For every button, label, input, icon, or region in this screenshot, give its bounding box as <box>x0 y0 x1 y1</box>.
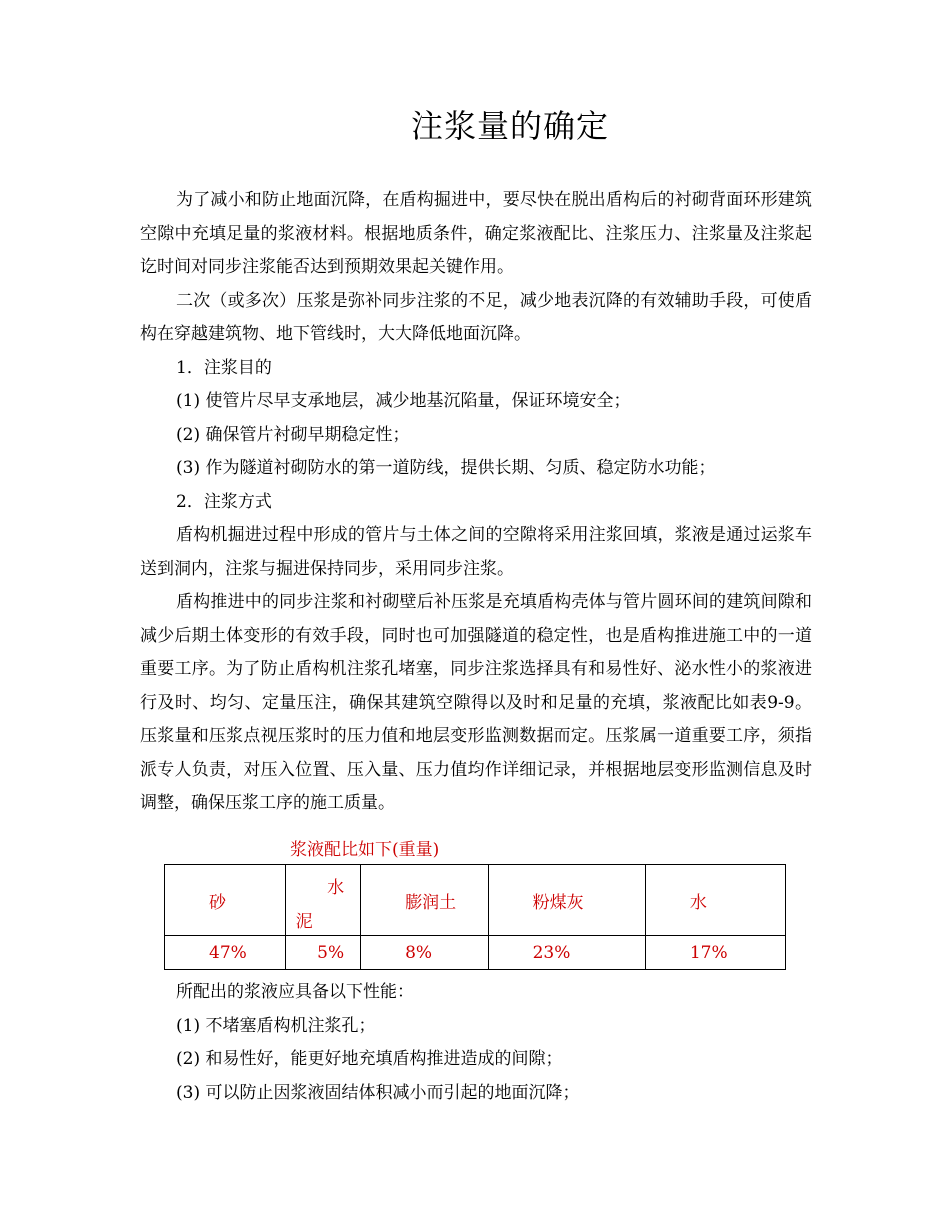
mix-ratio-table <box>164 864 786 970</box>
table-caption: 浆液配比如下(重量) <box>290 840 440 860</box>
header-cement-part2: 泥 <box>295 912 313 932</box>
value-cell: 17% <box>645 936 785 970</box>
page-title: 注浆量的确定 <box>410 107 609 145</box>
table-header-row <box>165 865 786 936</box>
value-cell: 8% <box>361 936 488 970</box>
list-item: (1) 不堵塞盾构机注浆孔； <box>176 1015 376 1036</box>
performance-intro: 所配出的浆液应具备以下性能： <box>176 982 414 1002</box>
paragraph-intro: 为了减小和防止地面沉降，在盾构掘进中，要尽快在脱出盾构后的衬砌背面环形建筑空隙中充填足量的浆液材料。根据地质条件，确定浆液配比、注浆压力、注浆量及注浆起讫时间对同步注浆能否达到预期效果起关键作用。 <box>140 190 812 277</box>
value-cell: 5% <box>285 936 360 970</box>
value-cell: 47% <box>165 936 286 970</box>
header-cell-fly-ash: 粉煤灰 <box>488 865 645 936</box>
header-cell-cement <box>285 865 360 936</box>
header-cell-bentonite: 膨润土 <box>361 865 488 936</box>
body-text <box>140 184 812 821</box>
section-heading-purpose: 1．注浆目的 <box>176 357 272 378</box>
paragraph-secondary-grouting: 二次（或多次）压浆是弥补同步注浆的不足，减少地表沉降的有效辅助手段，可使盾构在穿越建筑物、地下管线时，大大降低地面沉降。 <box>140 290 812 344</box>
list-item: (3) 可以防止因浆液固结体积减小而引起的地面沉降； <box>176 1082 580 1103</box>
table-value-row <box>165 936 786 970</box>
header-cell-sand: 砂 <box>165 865 286 936</box>
header-cement-part1: 水 <box>327 878 345 898</box>
list-item: (2) 确保管片衬砌早期稳定性； <box>176 424 410 445</box>
list-item: (2) 和易性好，能更好地充填盾构推进造成的间隙； <box>176 1049 563 1069</box>
value-cell: 23% <box>488 936 645 970</box>
header-cell-water: 水 <box>645 865 785 936</box>
list-item: (3) 作为隧道衬砌防水的第一道防线，提供长期、匀质、稳定防水功能； <box>176 458 716 478</box>
section-heading-method: 2．注浆方式 <box>176 491 272 512</box>
performance-requirements <box>140 976 812 1110</box>
paragraph-sync-grouting: 盾构推进中的同步注浆和衬砌壁后补压浆是充填盾构壳体与管片圆环间的建筑间隙和减少后期土体变形的有效手段，同时也可加强隧道的稳定性，也是盾构推进施工中的一道重要工序。为了防止盾构机注浆孔堵塞，同步注浆选择具有和易性好、泌水性小的浆液进行及时、均匀、定量压注，确保其建筑空隙得以及时和足量的充填，浆液配比如表9-9。压浆量和压浆点视压浆时的压力值和地层变形监测数据而定。压浆属一道重要工序，须指派专人负责，对压入位置、压入量、压力值均作详细记录，并根据地层变形监测信息及时调整，确保压浆工序的施工质量。 <box>140 592 812 813</box>
list-item: (1) 使管片尽早支承地层，减少地基沉陷量，保证环境安全； <box>176 391 631 411</box>
paragraph-method: 盾构机掘进过程中形成的管片与土体之间的空隙将采用注浆回填，浆液是通过运浆车送到洞内，注浆与掘进保持同步，采用同步注浆。 <box>140 525 812 579</box>
